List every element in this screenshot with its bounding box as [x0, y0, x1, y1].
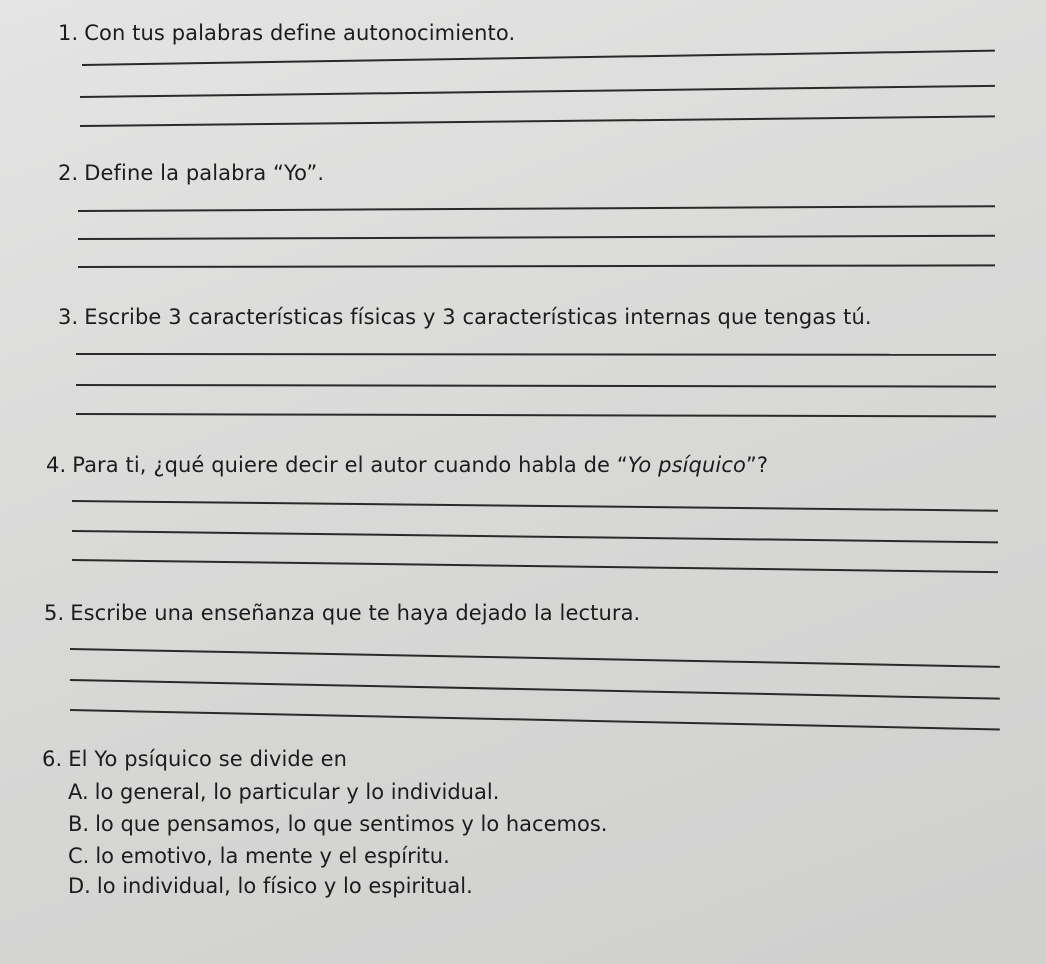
option-a[interactable]	[68, 779, 499, 805]
answer-line-1b[interactable]	[80, 85, 995, 98]
answer-line-2a[interactable]	[78, 205, 995, 212]
question-4-text-end: ”?	[745, 453, 769, 477]
answer-line-4b[interactable]	[72, 530, 998, 543]
option-c-letter: C.	[68, 844, 90, 868]
question-3	[58, 304, 872, 330]
question-4-number: 4.	[46, 453, 67, 477]
option-b-text: lo que pensamos, lo que sentimos y lo hacemos.	[95, 812, 608, 836]
question-1-number: 1.	[58, 21, 79, 45]
question-6-number: 6.	[42, 747, 63, 771]
option-d-letter: D.	[68, 874, 91, 898]
answer-line-3c[interactable]	[76, 413, 996, 417]
answer-line-5b[interactable]	[70, 679, 1000, 700]
question-4-italic-term: Yo psíquico	[627, 453, 746, 477]
option-c[interactable]	[68, 843, 450, 869]
answer-line-2c[interactable]	[78, 264, 995, 268]
answer-line-3a[interactable]	[76, 353, 996, 356]
question-4-text: Para ti, ¿qué quiere decir el autor cuando habla de “	[72, 453, 628, 477]
question-3-text: Escribe 3 características físicas y 3 características internas que tengas tú.	[84, 305, 872, 329]
answer-line-3b[interactable]	[76, 384, 996, 388]
question-5-text: Escribe una enseñanza que te haya dejado la lectura.	[70, 601, 641, 625]
option-d[interactable]	[68, 873, 473, 899]
option-a-text: lo general, lo particular y lo individual.	[94, 780, 500, 804]
option-c-text: lo emotivo, la mente y el espíritu.	[95, 844, 450, 868]
answer-line-5a[interactable]	[70, 648, 1000, 668]
question-5	[44, 600, 640, 626]
option-a-letter: A.	[68, 780, 89, 804]
question-2-text: Define la palabra “Yo”.	[84, 161, 325, 185]
question-1-text: Con tus palabras define autonocimiento.	[84, 21, 516, 45]
answer-line-4a[interactable]	[72, 500, 998, 512]
question-5-number: 5.	[44, 601, 65, 625]
answer-line-1a[interactable]	[82, 50, 995, 66]
answer-line-1c[interactable]	[80, 115, 995, 127]
option-b-letter: B.	[68, 812, 90, 836]
answer-line-2b[interactable]	[78, 235, 995, 240]
question-2-number: 2.	[58, 161, 79, 185]
question-2	[58, 160, 324, 186]
option-d-text: lo individual, lo físico y lo espiritual.	[96, 874, 473, 898]
question-6-text: El Yo psíquico se divide en	[68, 747, 348, 771]
question-3-number: 3.	[58, 305, 79, 329]
answer-line-5c[interactable]	[70, 709, 1000, 730]
question-6	[42, 746, 347, 772]
question-4	[46, 452, 768, 478]
option-b[interactable]	[68, 811, 607, 837]
answer-line-4c[interactable]	[72, 559, 998, 573]
question-1	[58, 20, 515, 46]
